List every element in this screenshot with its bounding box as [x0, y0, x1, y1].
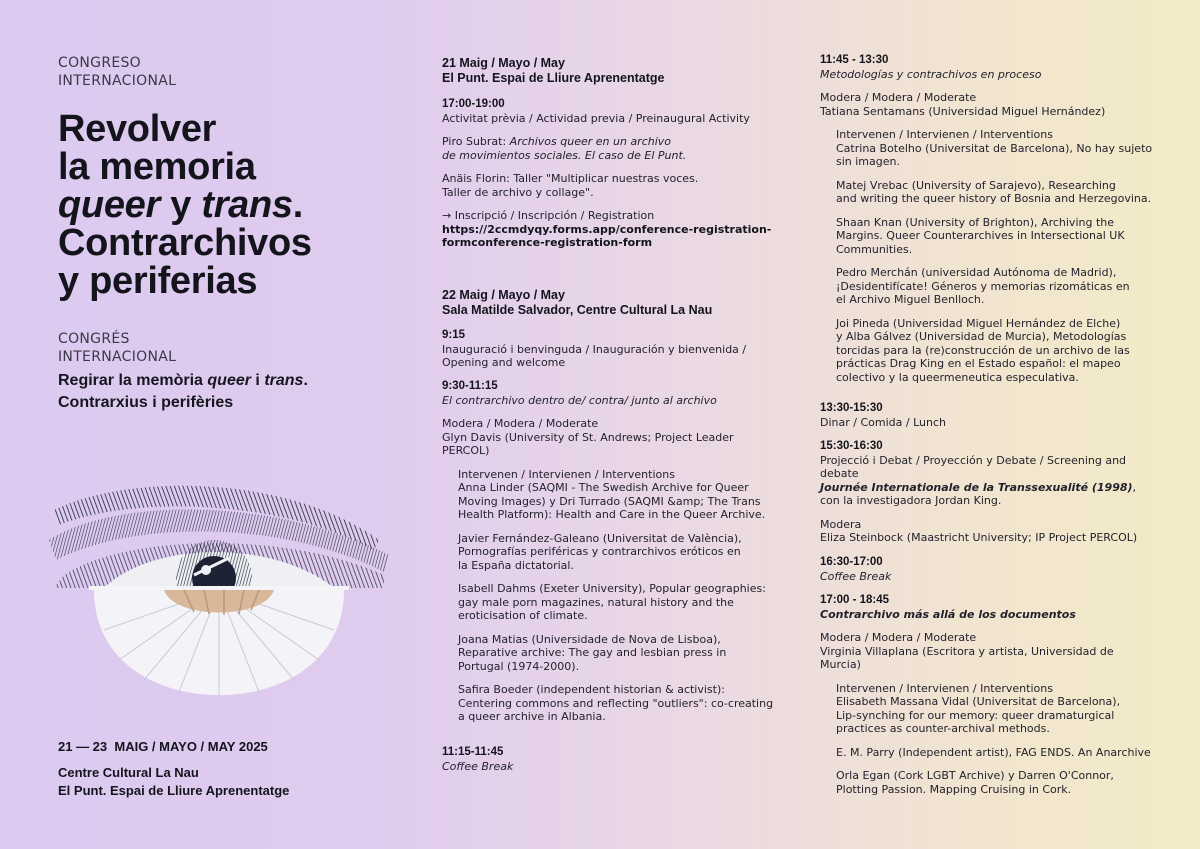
- session-lunch: 13:30-15:30 Dinar / Comida / Lunch: [820, 402, 946, 429]
- session-preinaugural: 17:00-19:00 Activitat prèvia / Actividad previa / Preinaugural Activity Piro Subrat: Archivos queer en un archivo de movimientos sociales. El caso de El Punt. Anäis Florin: Taller "Multiplicar nuestras voces. Taller de archivo y collage". → Inscripció / Inscripción / Registration https://2ccmdyqy.forms.app/conference-registration- formconference-registration-form: [442, 98, 787, 250]
- day-22-header: 22 Maig / Mayo / May Sala Matilde Salvador, Centre Cultural La Nau: [442, 288, 713, 317]
- main-title: Revolver la memoria queer y trans. Contrarchivos y periferias: [58, 108, 312, 302]
- day-21-header: 21 Maig / Mayo / May El Punt. Espai de Lliure Aprenentatge: [442, 56, 665, 85]
- cover-panel: [58, 0, 398, 849]
- session-screening: 15:30-16:30 Projecció i Debat / Proyección y Debate / Screening and debate Journée Internationale de la Transsexualité (1998), con la investigadora Jordan King. Modera Eliza Steinbock (Maastricht University; IP Project PERCOL): [820, 440, 1138, 544]
- session-contrarchivo: 9:30-11:15 El contrarchivo dentro de/ contra/ junto al archivo Modera / Modera / Moderate Glyn Davis (University of St. Andrews; Project Leader PERCOL) Intervenen / Intervienen / Interventions Anna Linder (SAQMI - The Swedish Archive for Queer Moving Images) y Dri Turrado (SAQMI &amp; The Trans Health Platform): Health and Care in the Queer Archive. Javier Fernández-Galeano (Universitat de València), Pornografías periféricas y contrarchivos eróticos en la España dictatorial. Isabell Dahms (Exeter University), Popular geographies: gay male porn magazines, natural history and the eroticisation of climate. Joana Matias (Universidade de Nova de Lisboa), Reparative archive: The gay and lesbian press in Portugal (1974-2000). Safira Boeder (independent historian & activist): Centering commons and reflecting "outliers": co-creating a queer archive in Albania.: [442, 380, 774, 723]
- session-metodologias: 11:45 - 13:30 Metodologías y contrachivos en proceso Modera / Modera / Moderate Tatiana Sentamans (Universidad Miguel Hernández) Intervenen / Intervienen / Interventions Catrina Botelho (Universitat de Barcelona), No hay sujeto sin imagen. Matej Vrebac (University of Sarajevo), Researching and writing the queer history of Bosnia and Herzegovina. Shaan Knan (University of Brighton), Archiving the Margins. Queer Counterarchives in Intersectional UK Communities. Pedro Merchán (universidad Autónoma de Madrid), ¡Desidentifícate! Géneros y memorias rizomáticas en el Archivo Miguel Benlloch. Joi Pineda (Universidad Miguel Hernández de Elche) y Alba Gálvez (Universidad de Murcia), Metodologías torcidas para la (re)construcción de un archivo de las prácticas Drag King en el Estado español: el mapeo colectivo y la queermeneutica especulativa.: [820, 54, 1153, 384]
- session-mas-alla: 17:00 - 18:45 Contrarchivo más allá de los documentos Modera / Modera / Moderate Virginia Villaplana (Escritora y artista, Universidad de Murcia) Intervenen / Intervienen / Interventions Elisabeth Massana Vidal (Universitat de Barcelona), Lip-synching for our memory: queer dramaturgical practices as counter-archival methods. E. M. Parry (Independent artist), FAG ENDS. An Anarchive Orla Egan (Cork LGBT Archive) y Darren O'Connor, Plotting Passion. Mapping Cruising in Cork.: [820, 594, 1151, 796]
- session-opening: 9:15 Inauguració i benvinguda / Inauguración y bienvenida / Opening and welcome: [442, 329, 747, 369]
- catalan-title: Regirar la memòria queer i trans. Contrarxius i perifèries: [58, 372, 308, 411]
- eye-fan-illustration: [44, 480, 394, 695]
- event-dates: 21 — 23 MAIG / MAYO / MAY 2025: [58, 739, 268, 754]
- registration-link[interactable]: https://2ccmdyqy.forms.app/conference-registration- formconference-registration-form: [442, 222, 772, 249]
- congreso-label: CONGRESO INTERNACIONAL: [58, 55, 177, 89]
- event-venue: Centre Cultural La Nau El Punt. Espai de Lliure Aprenentatge: [58, 765, 290, 798]
- congres-label: CONGRÉS INTERNACIONAL Regirar la memòria queer i trans. Contrarxius i perifèries: [58, 330, 308, 414]
- session-coffee-2: 16:30-17:00 Coffee Break: [820, 556, 892, 583]
- session-coffee-1: 11:15-11:45 Coffee Break: [442, 746, 514, 773]
